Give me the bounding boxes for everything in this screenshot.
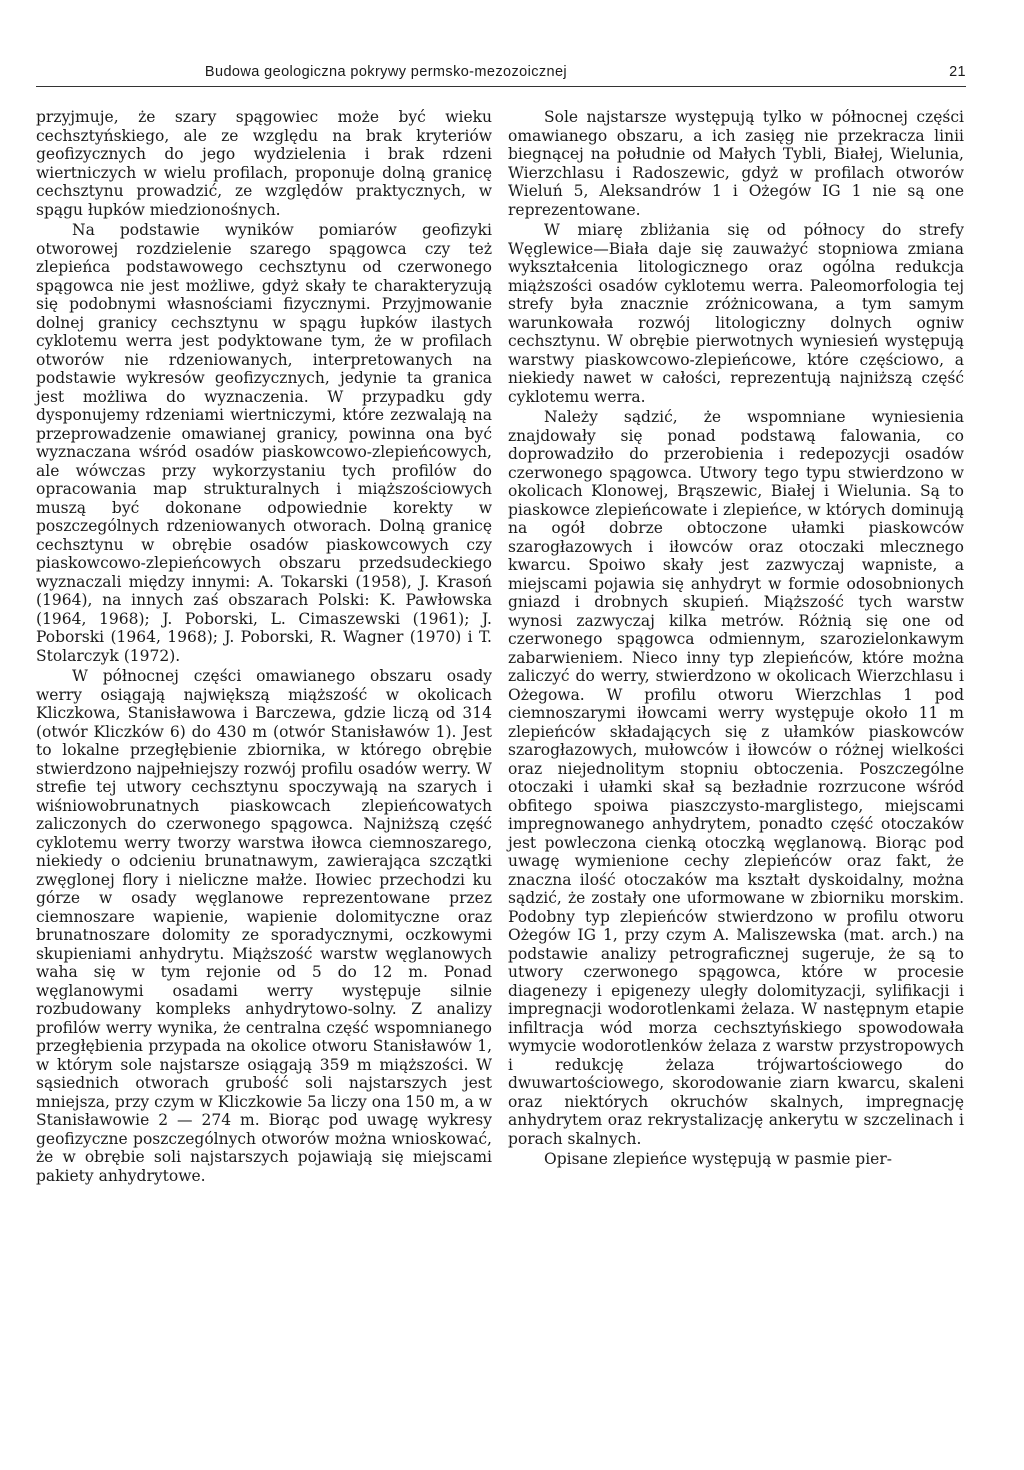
left-column bbox=[36, 108, 492, 1185]
paragraph: przyjmuje, że szary spągowiec może być wieku cechsztyńskiego, ale ze względu na brak kryteriów geofizycznych do jego wydzielenia i brak rdzeni wiertniczych w wielu profilach, proponuje dolną granicę cechsztynu prowadzić, ze względów praktycznych, w spągu łupków miedzionośnych. bbox=[36, 108, 492, 219]
right-column bbox=[508, 108, 964, 1169]
paragraph: W miarę zbliżania się od północy do strefy Węglewice—Biała daje się zauważyć stopniowa zmiana wykształcenia litologicznego oraz ogólna redukcja miąższości osadów cyklotemu werra. Paleomorfologia tej strefy była znacznie zróżnicowana, a tym samym warunkowała rozwój litologiczny dolnych ogniw cechsztynu. W obrębie pierwotnych wyniesień występują warstwy piaskowcowo-zlepieńcowe, które częściowo, a niekiedy nawet w całości, reprezentują najniższą część cyklotemu werra. bbox=[508, 221, 964, 406]
paragraph: Opisane zlepieńce występują w pasmie pier- bbox=[544, 1150, 893, 1168]
paragraph: Sole najstarsze występują tylko w północnej części omawianego obszaru, a ich zasięg nie przekracza linii biegnącej na południe od Małych Tybli, Białej, Wielunia, Wierzchlasu i Radoszewic, gdyż w profilach otworów Wieluń 5, Aleksandrów 1 i Ożegów IG 1 nie są one reprezentowane. bbox=[508, 108, 964, 219]
running-header bbox=[36, 64, 966, 87]
paragraph: W północnej części omawianego obszaru osady werry osiągają największą miąższość w okolicach Kliczkowa, Stanisławowa i Barczewa, gdzie liczą od 314 (otwór Kliczków 6) do 430 m (otwór Stanisławów 1). Jest to lokalne przegłębienie zbiornika, w którego obrębie stwierdzono najpełniejszy rozwój profilu osadów werry. W strefie tej utwory cechsztynu spoczywają na szarych i wiśniowobrunatnych piaskowcach zlepieńcowatych zaliczonych do czerwonego spągowca. Najniższą część cyklotemu werry tworzy warstwa iłowca ciemnoszarego, niekiedy o odcieniu brunatnawym, zawierająca szczątki zwęglonej flory i nieliczne małże. Iłowiec przechodzi ku górze w osady węglanowe reprezentowane przez ciemnoszare wapienie, wapienie dolomityczne oraz brunatnoszare dolomity ze sporadycznymi, oczkowymi skupieniami anhydrytu. Miąższość warstw węglanowych waha się w tym rejonie od 5 do 12 m. Ponad węglanowymi osadami werry występuje silnie rozbudowany kompleks anhydrytowo-solny. Z analizy profilów werry wynika, że centralna część wspomnianego przegłębienia przypada na okolice otworu Stanisławów 1, w którym sole najstarsze osiągają 359 m miąższości. W sąsiednich otworach grubość soli najstarszych jest mniejsza, przy czym w Kliczkowie 5a liczy ona 150 m, a w Stanisławowie 2 — 274 m. Biorąc pod uwagę wykresy geofizyczne poszczególnych otworów można wnioskować, że w obrębie soli najstarszych pojawiają się miejscami pakiety anhydrytowe. bbox=[36, 667, 492, 1185]
paragraph: Na podstawie wyników pomiarów geofizyki otworowej rozdzielenie szarego spągowca czy też zlepieńca podstawowego cechsztynu od czerwonego spągowca nie jest możliwe, gdyż skały te charakteryzują się podobnymi własnościami fizycznymi. Przyjmowanie dolnej granicy cechsztynu w spągu łupków ilastych cyklotemu werra jest podyktowane tym, że w profilach otworów nie rdzeniowanych, interpretowanych na podstawie wykresów geofizycznych, jedynie ta granica jest możliwa do wyznaczenia. W przypadku gdy dysponujemy rdzeniami wiertniczymi, które zezwalają na przeprowadzenie omawianej granicy, powinna ona być wyznaczana wśród osadów piaskowcowo-zlepieńcowych, ale wówczas przy wykorzystaniu tych profilów do opracowania map strukturalnych i miąższościowych muszą być dokonane odpowiednie korekty w poszczególnych rdzeniowanych otworach. Dolną granicę cechsztynu w obrębie osadów piaskowcowych czy piaskowcowo-zlepieńcowych obszaru przedsudeckiego wyznaczali między innymi: A. Tokarski (1958), J. Krasoń (1964), na innych zaś obszarach Polski: K. Pawłowska (1964, 1968); J. Poborski, L. Cimaszewski (1961); J. Poborski (1964, 1968); J. Poborski, R. Wagner (1970) i T. Stolarczyk (1972). bbox=[36, 221, 492, 665]
running-title: Budowa geologiczna pokrywy permsko-mezozoicznej bbox=[204, 64, 568, 80]
page-number: 21 bbox=[949, 64, 966, 80]
paragraph: Należy sądzić, że wspomniane wyniesienia znajdowały się ponad podstawą falowania, co doprowadziło do przerobienia i redepozycji osadów czerwonego spągowca. Utwory tego typu stwierdzono w okolicach Klonowej, Brąszewic, Białej i Wielunia. Są to piaskowce zlepieńcowate i zlepieńce, w których dominują na ogół dobrze obtoczone ułamki piaskowców szarogłazowych i iłowców oraz otoczaki mlecznego kwarcu. Spoiwo skały jest zazwyczaj wapniste, a miejscami pojawia się anhydryt w formie odosobnionych gniazd i drobnych skupień. Miąższość tych warstw wynosi zazwyczaj kilka metrów. Różnią się one od czerwonego spągowca odmiennym, szarozielonkawym zabarwieniem. Nieco inny typ zlepieńców, które można zaliczyć do werry, stwierdzono w okolicach Wierzchlasu i Ożegowa. W profilu otworu Wierzchlas 1 pod ciemnoszarymi iłowcami werry występuje około 11 m zlepieńców składających się z ułamków piaskowców szarogłazowych, mułowców i iłowców o różnej wielkości oraz niejednolitym stopniu obtoczenia. Poszczególne otoczaki i ułamki skał są bezładnie rozrzucone wśród obfitego spoiwa piaszczysto-marglistego, miejscami impregnowanego anhydrytem, ponadto część otoczaków jest powleczona cienką otoczką węglanową. Biorąc pod uwagę wymienione cechy zlepieńców oraz fakt, że znaczna ilość otoczaków ma kształt dyskoidalny, można sądzić, że zostały one uformowane w zbiorniku morskim. Podobny typ zlepieńców stwierdzono w profilu otworu Ożegów IG 1, przy czym A. Maliszewska (mat. arch.) na podstawie analizy petrograficznej sugeruje, że są to utwory czerwonego spągowca, które w procesie diagenezy i epigenezy uległy dolomityzacji, sylifikacji i impregnacji wodorotlenkami żelaza. W następnym etapie infiltracja wód morza cechsztyńskiego spowodowała wymycie wodorotlenków żelaza z warstw przystropowych i redukcję żelaza trójwartościowego do dwuwartościowego, skorodowanie ziarn kwarcu, skaleni oraz niektórych okruchów skalnych, impregnację anhydrytem oraz rekrystalizację ankerytu w szczelinach i porach skalnych. bbox=[508, 408, 964, 1148]
